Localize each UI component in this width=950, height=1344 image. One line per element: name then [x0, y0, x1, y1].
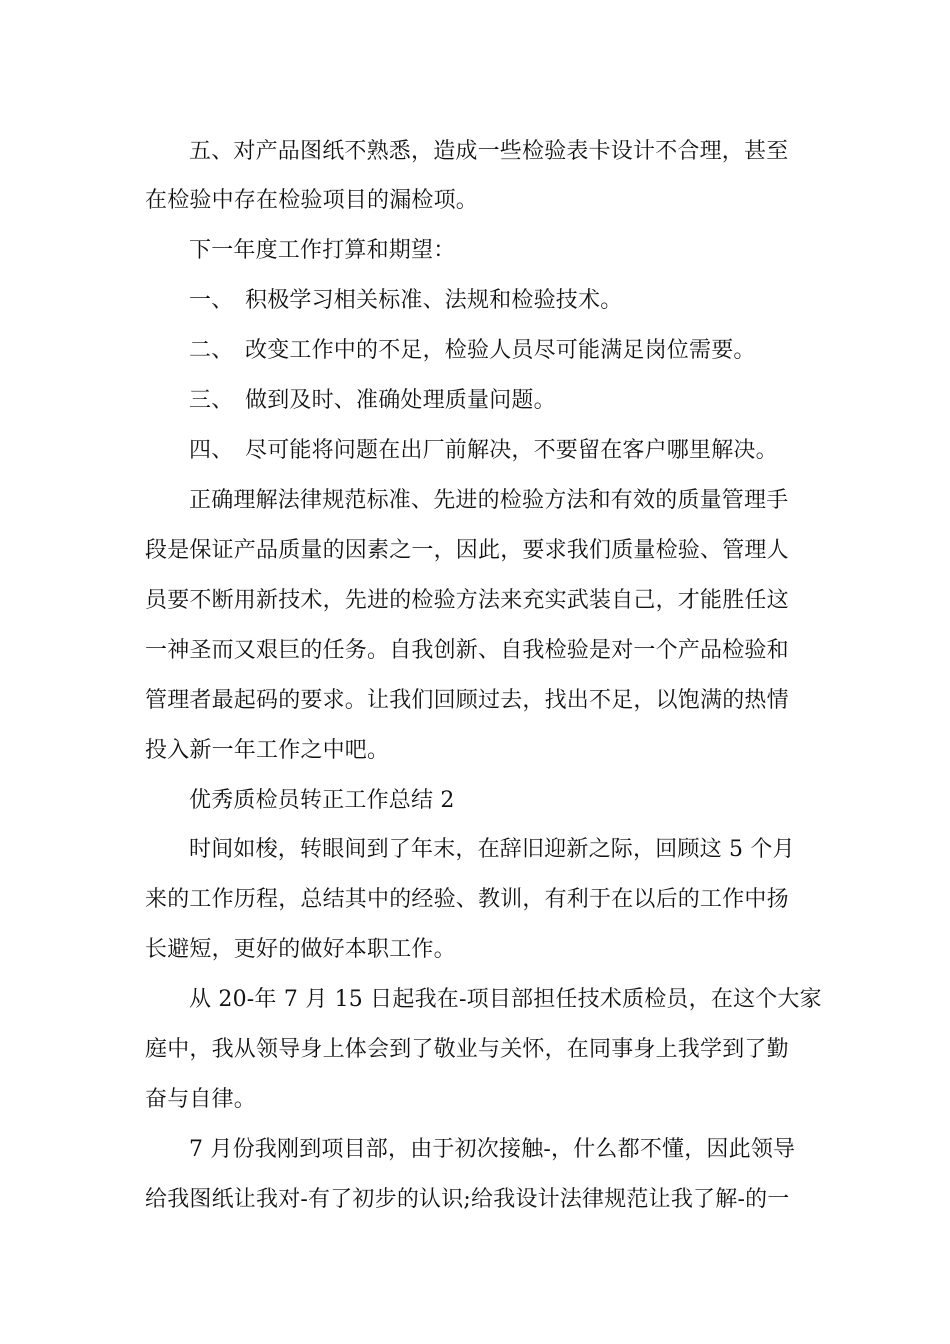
plan-item-3-num: 三、 [189, 388, 234, 413]
para2-line3: 员要不断用新技术，先进的检验方法来充实武装自己，才能胜任这 [145, 588, 789, 613]
plan-item-2-num: 二、 [189, 338, 234, 363]
para3-line1: 时间如梭，转眼间到了年末，在辞旧迎新之际，回顾这 5 个月 [189, 837, 795, 862]
para5-line2: 给我图纸让我对-有了初步的认识;给我设计法律规范让我了解-的一 [145, 1187, 790, 1212]
para2-line6: 投入新一年工作之中吧。 [145, 738, 390, 763]
para2-line4: 一神圣而又艰巨的任务。自我创新、自我检验是对一个产品检验和 [145, 638, 789, 663]
para3-line2: 来的工作历程，总结其中的经验、教训，有利于在以后的工作中扬 [145, 887, 789, 912]
para1-line2: 在检验中存在检验项目的漏检项。 [145, 188, 479, 213]
para5-line1: 7 月份我刚到项目部，由于初次接触-，什么都不懂，因此领导 [189, 1137, 796, 1162]
section-title: 优秀质检员转正工作总结 2 [189, 788, 455, 813]
plan-item-1-text: 积极学习相关标准、法规和检验技术。 [245, 288, 623, 313]
plan-item-3-text: 做到及时、准确处理质量问题。 [245, 388, 556, 413]
plan-item-4-num: 四、 [189, 438, 234, 463]
plan-item-4-text: 尽可能将问题在出厂前解决，不要留在客户哪里解决。 [245, 438, 778, 463]
para4-line2: 庭中，我从领导身上体会到了敬业与关怀，在同事身上我学到了勤 [145, 1037, 789, 1062]
plan-item-2-text: 改变工作中的不足，检验人员尽可能满足岗位需要。 [245, 338, 756, 363]
para1-line1: 五、对产品图纸不熟悉，造成一些检验表卡设计不合理，甚至 [189, 139, 789, 164]
plan-item-1-num: 一、 [189, 288, 234, 313]
para3-line3: 长避短，更好的做好本职工作。 [145, 937, 456, 962]
para4-line3: 奋与自律。 [145, 1087, 257, 1112]
plan-heading: 下一年度工作打算和期望： [189, 238, 456, 263]
para2-line2: 段是保证产品质量的因素之一，因此，要求我们质量检验、管理人 [145, 538, 789, 563]
para2-line1: 正确理解法律规范标准、先进的检验方法和有效的质量管理手 [189, 488, 789, 513]
para4-line1: 从 20-年 7 月 15 日起我在-项目部担任技术质检员，在这个大家 [189, 987, 822, 1012]
para2-line5: 管理者最起码的要求。让我们回顾过去，找出不足，以饱满的热情 [145, 688, 789, 713]
